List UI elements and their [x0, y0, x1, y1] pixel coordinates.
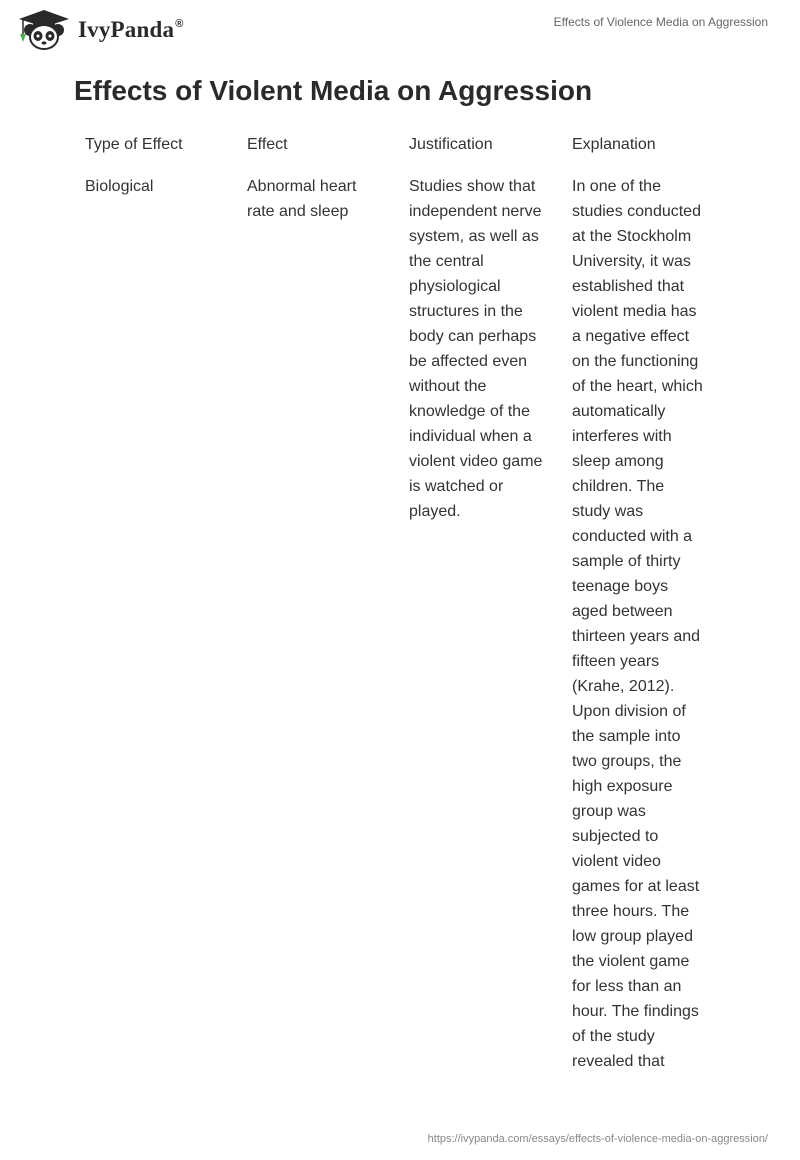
table-header-row: [85, 132, 735, 174]
footer-source-url[interactable]: https://ivypanda.com/essays/effects-of-violence-media-on-aggression/: [427, 1133, 768, 1145]
page-title: Effects of Violent Media on Aggression: [74, 75, 593, 106]
cell-type-of-effect: Biological: [85, 178, 154, 195]
table-row: [85, 174, 735, 1074]
column-header-effect: Effect: [247, 136, 288, 153]
registered-mark: ®: [175, 18, 184, 30]
page-header: [0, 0, 800, 60]
effects-table: [85, 132, 735, 1074]
column-header-explanation: Explanation: [572, 136, 656, 153]
cell-effect: Abnormal heart rate and sleep: [247, 178, 357, 220]
header-document-title: Effects of Violence Media on Aggression: [553, 15, 768, 29]
cell-explanation: In one of the studies conducted at the Stockholm University, it was established that violent media has a negative effect on the functioning of the heart, which automatically interferes with sleep among children. The study was conducted with a sample of thirty teenage boys aged between thirteen years and fifteen years (Krahe, 2012). Upon division of the sample into two groups, the high exposure group was subjected to violent video games for at least three hours. The low group played the violent game for less than an hour. The findings of the study revealed that: [572, 178, 703, 1070]
ivypanda-logo[interactable]: [14, 8, 184, 50]
cell-justification: Studies show that independent nerve system, as well as the central physiological structures in the body can perhaps be affected even without the knowledge of the individual when a violent video game is watched or played.: [409, 178, 543, 520]
column-header-type-of-effect: Type of Effect: [85, 136, 183, 153]
brand-name: IvyPanda®: [78, 17, 184, 42]
panda-graduate-icon: [14, 8, 74, 50]
column-header-justification: Justification: [409, 136, 493, 153]
